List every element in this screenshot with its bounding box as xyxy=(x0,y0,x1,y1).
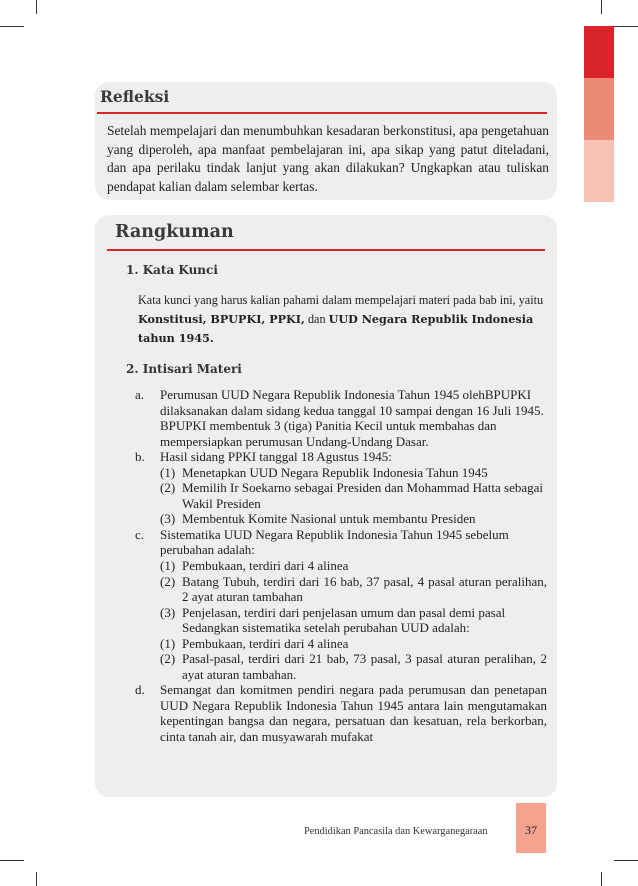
list-item-text: Perumusan UUD Negara Republik Indonesia Tahun 1945 olehBPUPKI dilaksanakan dalam sidang kedua tanggal 10 sampai dengan 16 Juli 1945. BPUPKI membentuk 3 (tiga) Panitia Kecil untuk membahas dan mempersiapkan perumusan Undang-Undang Dasar. xyxy=(160,387,544,449)
sub-item xyxy=(135,574,547,605)
sub-item-text: Pembukaan, terdiri dari 4 alinea xyxy=(182,635,349,651)
list-item xyxy=(135,387,547,449)
kata-kunci-bold-2: UUD Negara Republik Indonesia tahun 1945. xyxy=(138,312,534,345)
sub-item xyxy=(135,636,547,652)
kata-kunci-text-2: dan xyxy=(304,312,329,326)
crop-mark xyxy=(0,26,24,27)
list-item xyxy=(135,449,547,465)
sub-marker: (2) xyxy=(160,480,176,496)
sub-marker: (1) xyxy=(160,635,176,651)
page-number: 37 xyxy=(516,803,546,853)
sub-marker: (2) xyxy=(160,651,176,667)
kata-kunci-heading: 1. Kata Kunci xyxy=(126,263,218,277)
sub-item xyxy=(135,605,547,636)
rangkuman-box xyxy=(95,215,557,797)
sub-marker: (3) xyxy=(160,604,176,620)
sub-item-text: Pembukaan, terdiri dari 4 alinea xyxy=(182,558,349,574)
list-marker: b. xyxy=(135,449,145,465)
refleksi-title-rule xyxy=(97,112,547,114)
list-item xyxy=(135,527,547,558)
sub-item xyxy=(135,511,547,527)
sub-item xyxy=(135,465,547,481)
sub-item xyxy=(135,558,547,574)
intisari-list xyxy=(135,387,547,745)
list-item-text: Sistematika UUD Negara Republik Indonesia Tahun 1945 sebelum perubahan adalah: xyxy=(160,526,509,558)
list-item-text: Semangat dan komitmen pendiri negara pada perumusan dan penetapan UUD Negara Republik Indonesia Tahun 1945 antara lain mengutamakan kepentingan bangsa dan negara, persatuan dan kesatuan, rela berkorban, cinta tanah air, dan musyawarah mufakat xyxy=(160,682,547,745)
sub-item-text: Memilih Ir Soekarno sebagai Presiden dan Mohammad Hatta sebagai Wakil Presiden xyxy=(182,480,544,511)
sub-marker: (2) xyxy=(160,573,176,589)
crop-mark xyxy=(36,872,37,886)
sub-item-text: Batang Tubuh, terdiri dari 16 bab, 37 pasal, 4 pasal aturan peralihan, 2 ayat aturan tambahan xyxy=(182,573,547,605)
sub-marker: (1) xyxy=(160,464,176,480)
sub-item-text: Membentuk Komite Nasional untuk membantu Presiden xyxy=(182,511,476,527)
refleksi-text: Setelah mempelajari dan menumbuhkan kesadaran berkonstitusi, apa pengetahuan yang diperoleh, apa manfaat pembelajaran ini, apa sikap yang patut diteladani, dan apa perilaku tindak lanjut yang akan dilakukan? Ungkapkan atau tuliskan pendapat kalian dalam selembar kertas. xyxy=(107,123,549,194)
refleksi-box xyxy=(95,82,557,200)
crop-mark xyxy=(614,26,638,27)
list-marker: d. xyxy=(135,682,145,698)
kata-kunci-bold-1: Konstitusi, BPUPKI, PPKI, xyxy=(138,312,305,326)
sub-item-text: Penjelasan, terdiri dari penjelasan umum dan pasal demi pasal Sedangkan sistematika setelah perubahan UUD adalah: xyxy=(182,604,506,636)
chapter-tab-salmon xyxy=(584,78,614,140)
sub-marker: (3) xyxy=(160,511,176,527)
rangkuman-title-rule xyxy=(107,249,545,251)
refleksi-title: Refleksi xyxy=(100,87,170,106)
chapter-tab-red xyxy=(584,26,614,78)
chapter-tab-light xyxy=(584,140,614,202)
crop-mark xyxy=(36,0,37,14)
list-item-text: Hasil sidang PPKI tanggal 18 Agustus 1945: xyxy=(160,449,392,465)
footer-book-title: Pendidikan Pancasila dan Kewarganegaraan xyxy=(304,826,488,837)
crop-mark xyxy=(601,0,602,14)
list-marker: a. xyxy=(135,387,145,402)
sub-item-text: Pasal-pasal, terdiri dari 21 bab, 73 pasal, 3 pasal aturan peralihan, 2 ayat aturan tambahan. xyxy=(182,651,547,682)
sub-item-text: Menetapkan UUD Negara Republik Indonesia Tahun 1945 xyxy=(182,464,488,480)
list-marker: c. xyxy=(135,526,145,542)
rangkuman-title: Rangkuman xyxy=(115,222,234,242)
crop-mark xyxy=(614,860,638,861)
kata-kunci-text xyxy=(138,291,548,348)
list-item xyxy=(135,682,547,744)
sub-marker: (1) xyxy=(160,558,176,574)
crop-mark xyxy=(0,860,24,861)
sub-item xyxy=(135,651,547,682)
kata-kunci-text-1: Kata kunci yang harus kalian pahami dalam mempelajari materi pada bab ini, yaitu xyxy=(138,293,544,307)
sub-item xyxy=(135,480,547,511)
crop-mark xyxy=(601,872,602,886)
intisari-heading: 2. Intisari Materi xyxy=(126,362,242,376)
